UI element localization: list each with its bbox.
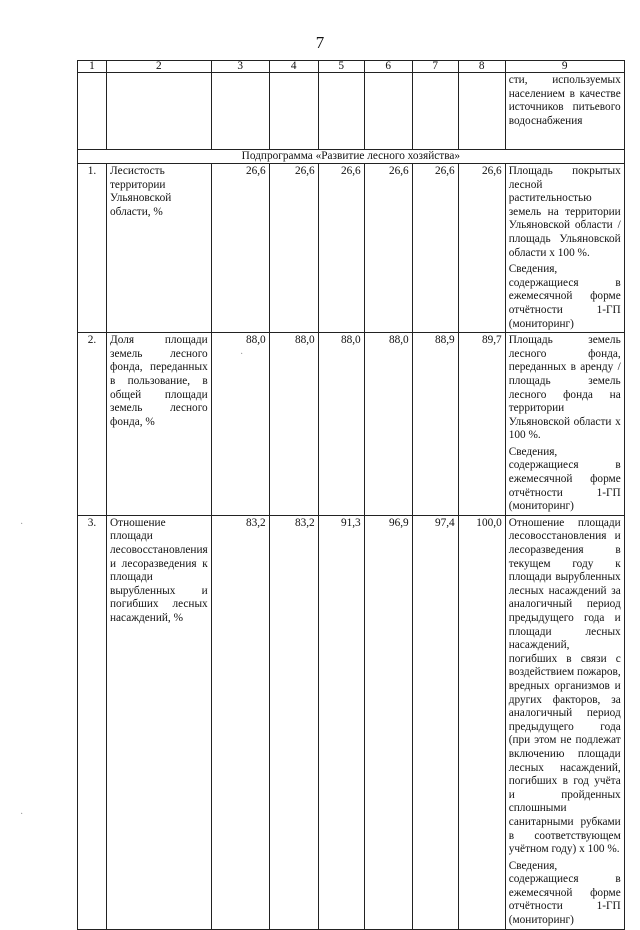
scan-speck: · (20, 519, 24, 530)
value-cell: 83,2 (269, 515, 318, 929)
indicator-name: Лесистость территории Ульяновской области, % (107, 164, 212, 333)
value-cell: 26,6 (364, 164, 412, 333)
value-cell: 26,6 (211, 164, 269, 333)
value-cell: 88,0 (269, 333, 318, 516)
column-header: 5 (318, 61, 364, 73)
value-cell: 26,6 (412, 164, 458, 333)
column-header: 9 (505, 61, 624, 73)
row-number: 3. (78, 515, 107, 929)
value-cell: 89,7 (458, 333, 505, 516)
value-cell: 83,2 (211, 515, 269, 929)
value-cell: 26,6 (458, 164, 505, 333)
indicator-name: Доля площади земель лесного фонда, переданных в пользование, в общей площади земель лесного фонда, % (107, 333, 212, 516)
row-number: 2. (78, 333, 107, 516)
table-row (78, 164, 625, 333)
table-row (78, 515, 625, 929)
formula-text: Отношение площади лесовосстановления и лесоразведения в текущем году к площади вырубленных лесных насаждений за аналогичный период предыдущего года и площади лесных насаждений, погибших в связи с воздействием пожаров, вредных организмов и других факторов, за аналогичный период предыдущего года (при этом не подлежат включению площади лесных насаждений, погибших в год учёта и пройденных сплошными санитарными рубками в соответствующем учётном году) х 100 %. (508, 516, 621, 856)
subprogram-title: Подпрограмма «Развитие лесного хозяйства» (78, 150, 625, 164)
formula-text: Площадь земель лесного фонда, переданных в аренду / площадь земель лесного фонда на территории Ульяновской области х 100 %. (508, 334, 621, 442)
indicators-table (77, 60, 625, 930)
column-header: 1 (78, 61, 107, 73)
value-cell: 26,6 (269, 164, 318, 333)
formula-text: Площадь покрытых лесной растительностью земель на территории Ульяновской области / площадь Ульяновской области х 100 %. (508, 165, 621, 259)
page-number: 7 (315, 33, 325, 52)
value-cell: 88,9 (412, 333, 458, 516)
value-cell: 88,0 (211, 333, 269, 516)
column-header: 4 (269, 61, 318, 73)
column-header: 3 (211, 61, 269, 73)
source-text: Сведения, содержащиеся в ежемесячной форме отчётности 1-ГП (мониторинг) (508, 859, 621, 927)
column-header: 7 (412, 61, 458, 73)
column-header: 8 (458, 61, 505, 73)
calculation-method (505, 164, 624, 333)
continuation-row (78, 73, 625, 150)
indicator-name: Отношение площади лесовосстановления и лесоразведения к площади вырубленных и погибших лесных насаждений, % (107, 515, 212, 929)
source-text: Сведения, содержащиеся в ежемесячной форме отчётности 1-ГП (мониторинг) (508, 445, 621, 513)
value-cell: 100,0 (458, 515, 505, 929)
value-cell: 97,4 (412, 515, 458, 929)
value-cell: 88,0 (318, 333, 364, 516)
scan-speck: · (20, 809, 24, 820)
source-text: Сведения, содержащиеся в ежемесячной форме отчётности 1-ГП (мониторинг) (508, 263, 621, 330)
calculation-method (505, 333, 624, 516)
scan-speck: · (240, 349, 244, 360)
subprogram-row (78, 150, 625, 164)
value-cell: 91,3 (318, 515, 364, 929)
column-header: 6 (364, 61, 412, 73)
value-cell: 88,0 (364, 333, 412, 516)
calculation-method (505, 515, 624, 929)
row-number: 1. (78, 164, 107, 333)
value-cell: 26,6 (318, 164, 364, 333)
continuation-text: сти, используемых населением в качестве источников питьевого водоснабжения (505, 73, 624, 150)
value-cell: 96,9 (364, 515, 412, 929)
table-row (78, 333, 625, 516)
column-number-header (78, 61, 625, 73)
column-header: 2 (107, 61, 212, 73)
